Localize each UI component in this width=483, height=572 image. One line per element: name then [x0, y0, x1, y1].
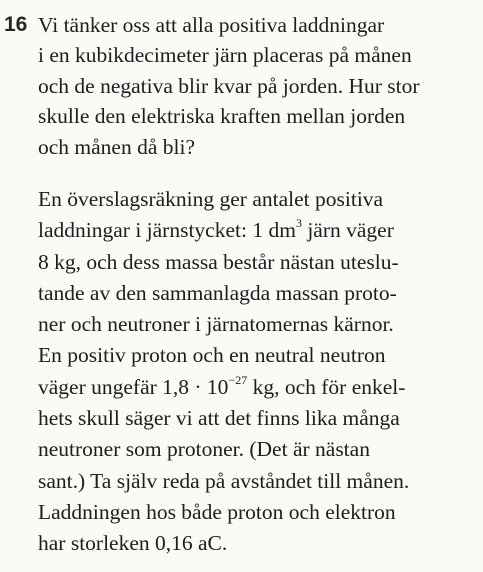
- answer-line: Laddningen hos både proton och elektron: [38, 499, 396, 524]
- answer-line: hets skull säger vi att det finns lika många: [38, 406, 400, 431]
- answer-line: [38, 372, 478, 403]
- answer-text: järn väger: [301, 218, 394, 243]
- answer-line: En överslagsräkning ger antalet positiva: [38, 187, 384, 211]
- problem-number: 16: [4, 13, 28, 36]
- answer-text: kg, och för enkel-: [247, 374, 406, 399]
- exponent: −27: [228, 372, 248, 387]
- question-line: skulle den elektriska kraften mellan jorden: [38, 104, 406, 129]
- question-line: och de negativa blir kvar på jorden. Hur stor: [38, 73, 420, 98]
- answer-line: neutroner som protoner. (Det är nästan: [38, 437, 370, 462]
- exponent: 3: [295, 216, 302, 231]
- problem-question: [38, 10, 478, 162]
- answer-line: tande av den sammanlagda massan proto-: [38, 280, 397, 305]
- answer-line: ner och neutroner i järnatomernas kärnor.: [38, 312, 394, 337]
- answer-line: En positiv proton och en neutral neutron: [38, 343, 386, 368]
- question-line: Vi tänker oss att alla positiva laddningar: [38, 13, 385, 37]
- answer-line: sant.) Ta själv reda på avståndet till månen.: [38, 468, 410, 493]
- answer-line: 8 kg, och dess massa består nästan uteslu-: [38, 249, 399, 274]
- problem-answer: [38, 184, 478, 560]
- answer-text: väger ungefär 1,8 · 10: [38, 374, 229, 399]
- answer-line: har storleken 0,16 aC.: [38, 531, 228, 556]
- answer-line: [38, 215, 478, 246]
- question-line: och månen då bli?: [38, 134, 196, 159]
- question-line: i en kubikdecimeter järn placeras på månen: [38, 43, 412, 68]
- answer-text: laddningar i järnstycket: 1 dm: [38, 218, 296, 243]
